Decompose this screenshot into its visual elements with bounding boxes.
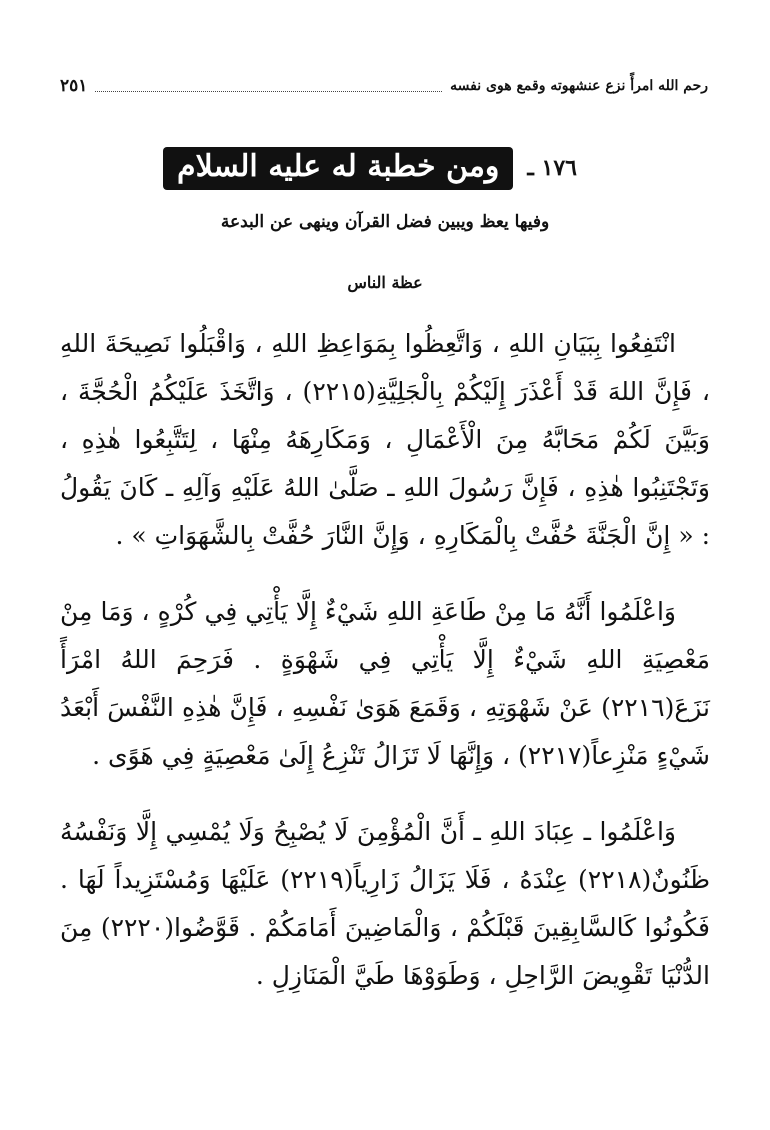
sermon-number: ١٧٦ ـ — [527, 155, 577, 181]
paragraph: وَاعْلَمُوا ـ عِبَادَ اللهِ ـ أَنَّ الْمُؤْمِنَ لَا يُصْبِحُ وَلَا يُمْسِي إِلَّا وَنَفْسُهُ ظَنُونٌ(٢٢١٨) عِنْدَهُ ، فَلَا يَزَالُ زَارِياً(٢٢١٩) عَلَيْهَا وَمُسْتَزِيداً لَهَا . فَكُونُوا كَالسَّابِقِينَ قَبْلَكُمْ ، وَالْمَاضِينَ أَمَامَكُمْ . قَوَّضُوا(٢٢٢٠) مِنَ الدُّنْيَا تَقْوِيضَ الرَّاحِلِ ، وَطَوَوْهَا طَيَّ الْمَنَازِلِ . — [60, 817, 711, 990]
page-number: ٢٥١ — [60, 76, 88, 96]
paragraph: وَاعْلَمُوا أَنَّهُ مَا مِنْ طَاعَةِ اللهِ شَيْءٌ إِلَّا يَأْتِي فِي كُرْهٍ ، وَمَا مِنْ مَعْصِيَةِ اللهِ شَيْءٌ إِلَّا يَأْتِي فِي شَهْوَةٍ . فَرَحِمَ اللهُ امْرَأً نَزَعَ(٢٢١٦) عَنْ شَهْوَتِهِ ، وَقَمَعَ هَوَىٰ نَفْسِهِ ، فَإِنَّ هٰذِهِ النَّفْسَ أَبْعَدُ شَيْءٍ مَنْزِعاً(٢٢١٧) ، وَإِنَّهَا لَا تَزَالُ تَنْزِعُ إِلَىٰ مَعْصِيَةٍ فِي هَوًى . — [60, 597, 710, 770]
sermon-title — [120, 142, 620, 194]
dotted-leader — [95, 81, 442, 92]
paragraph: انْتَفِعُوا بِبَيَانِ اللهِ ، وَاتَّعِظُوا بِمَوَاعِظِ اللهِ ، وَاقْبَلُوا نَصِيحَةَ اللهِ ، فَإِنَّ اللهَ قَدْ أَعْذَرَ إِلَيْكُمْ بِالْجَلِيَّةِ(٢٢١٥) ، وَاتَّخَذَ عَلَيْكُمُ الْحُجَّةَ ، وَبَيَّنَ لَكُمْ مَحَابَّهُ مِنَ الْأَعْمَالِ ، وَمَكَارِهَهُ مِنْهَا ، لِتَتَّبِعُوا هٰذِهِ ، وَتَجْتَنِبُوا هٰذِهِ ، فَإِنَّ رَسُولَ اللهِ ـ صَلَّىٰ اللهُ عَلَيْهِ وَآلِهِ ـ كَانَ يَقُولُ : « إِنَّ الْجَنَّةَ حُفَّتْ بِالْمَكَارِهِ ، وَإِنَّ النَّارَ حُفَّتْ بِالشَّهَوَاتِ » . — [60, 329, 710, 550]
running-header — [60, 74, 708, 98]
body-text — [60, 320, 710, 1000]
sermon-calligraphy-title: ومن خطبة له عليه السلام — [163, 147, 513, 190]
section-heading: عظة الناس — [347, 273, 423, 292]
running-title: رحم الله امرأً نزع عنشهوته وقمع هوى نفسه — [450, 78, 708, 94]
sermon-subtitle: وفيها يعظ ويبين فضل القرآن وينهى عن البدعة — [220, 212, 550, 232]
